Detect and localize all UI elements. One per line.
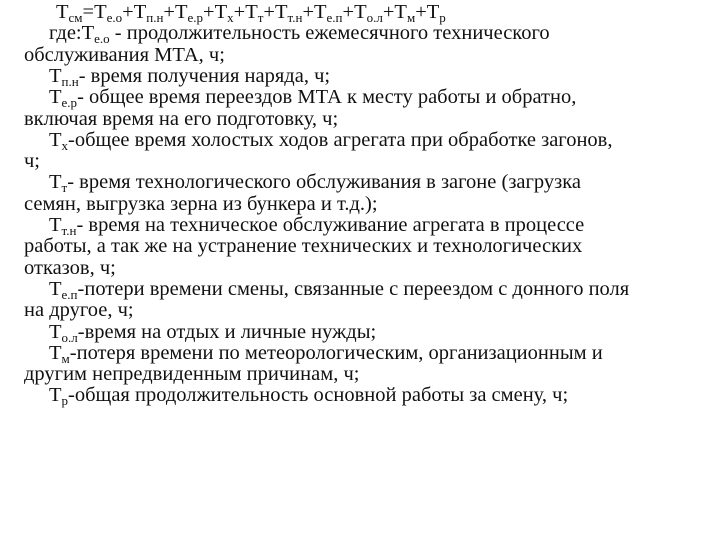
definition-continuation-line xyxy=(24,258,116,279)
definition-text: отказов, ч; xyxy=(24,256,116,279)
formula-subscript: е.р xyxy=(187,10,204,25)
term-symbol: Т xyxy=(49,384,62,407)
formula-subscript: см xyxy=(68,10,83,25)
definition-text: -потеря времени по метеорологическим, организационным и xyxy=(69,341,603,364)
term-subscript: м xyxy=(61,350,70,366)
definition-text: - время на техническое обслуживание агрегата в процессе xyxy=(76,214,585,236)
term-subscript: о.л xyxy=(61,329,78,345)
definition-continuation-line xyxy=(24,300,134,321)
definition-text: -общее время холостых ходов агрегата при обработке загонов, xyxy=(68,128,613,151)
definition-term-line xyxy=(49,384,569,409)
term-subscript: р xyxy=(61,393,69,409)
term-symbol: Т xyxy=(49,320,62,343)
definition-term-line xyxy=(49,66,330,87)
formula-text: +Т xyxy=(302,1,327,23)
definition-continuation-line xyxy=(24,109,338,130)
formula-subscript: о.л xyxy=(366,10,383,25)
definition-term-line xyxy=(49,171,582,196)
definition-continuation-line xyxy=(24,194,378,215)
term-subscript: т.н xyxy=(61,223,77,238)
term-subscript: т xyxy=(61,180,68,196)
definition-text: -время на отдых и личные нужды; xyxy=(77,320,377,343)
formula-subscript: х xyxy=(227,10,234,25)
term-subscript: е.о xyxy=(94,31,110,47)
formula-subscript: т.н xyxy=(287,10,303,25)
definition-term-line xyxy=(49,343,603,364)
definition-text: -потери времени смены, связанные с переездом с донного поля xyxy=(77,277,630,300)
term-symbol: Т xyxy=(49,277,62,300)
definition-term-line xyxy=(49,322,376,343)
definition-text: - общее время переездов МТА к месту работы и обратно, xyxy=(77,86,577,109)
term-symbol: Т xyxy=(49,341,62,364)
definition-text: - время получения наряда, ч; xyxy=(78,64,331,87)
definition-continuation-line xyxy=(24,151,40,172)
definition-term-line xyxy=(49,22,550,47)
term-symbol: Т xyxy=(49,214,62,236)
definition-continuation-line xyxy=(24,45,225,66)
definition-text: другим непредвиденным причинам, ч; xyxy=(24,363,360,386)
term-symbol: Т xyxy=(49,86,62,109)
term-subscript: е.р xyxy=(61,95,78,111)
definition-text: ч; xyxy=(24,150,41,173)
term-symbol: Т xyxy=(49,171,62,194)
formula-subscript: р xyxy=(439,10,446,25)
definition-text: обслуживания МТА, ч; xyxy=(24,43,225,66)
formula-subscript: е.о xyxy=(106,10,123,25)
formula-text: +Т xyxy=(342,1,367,23)
definition-text: работы, а так же на устранение технических и технологических xyxy=(24,235,583,258)
total-time-formula xyxy=(56,2,446,23)
definition-term-line xyxy=(49,130,612,151)
formula-text: +Т xyxy=(122,1,147,23)
formula-text: =Т xyxy=(82,1,107,23)
definition-text: включая время на его подготовку, ч; xyxy=(24,107,339,130)
definition-continuation-line xyxy=(24,364,359,385)
term-subscript: п.н xyxy=(61,73,79,89)
definition-text: -общая продолжительность основной работы за смену, ч; xyxy=(68,384,569,407)
definition-term-line xyxy=(49,215,584,236)
formula-text: +Т xyxy=(233,1,258,23)
definition-text: - продолжительность ежемесячного технического xyxy=(109,22,550,45)
formula-subscript: м xyxy=(406,10,416,25)
definition-term-line xyxy=(49,279,629,300)
term-subscript: х xyxy=(61,137,69,153)
definition-text: на другое, ч; xyxy=(24,299,134,322)
formula-text: +Т xyxy=(382,1,407,23)
formula-text: +Т xyxy=(203,1,228,23)
formula-subscript: п.н xyxy=(146,10,164,25)
formula-text: +Т xyxy=(415,1,440,23)
formula-subscript: е.п xyxy=(326,10,343,25)
definition-text: семян, выгрузка зерна из бункера и т.д.); xyxy=(24,192,378,215)
definition-text: - время технологического обслуживания в загоне (загрузка xyxy=(67,171,582,194)
term-symbol: где:Т xyxy=(49,22,95,45)
definition-term-line xyxy=(49,86,577,111)
definition-continuation-line xyxy=(24,236,582,257)
formula-text: Т xyxy=(56,1,69,23)
formula-subscript: т xyxy=(257,10,264,25)
term-subscript: е.п xyxy=(61,286,78,302)
formula-text: +Т xyxy=(263,1,288,23)
term-symbol: Т xyxy=(49,64,62,87)
formula-text: +Т xyxy=(163,1,188,23)
term-symbol: Т xyxy=(49,128,62,151)
